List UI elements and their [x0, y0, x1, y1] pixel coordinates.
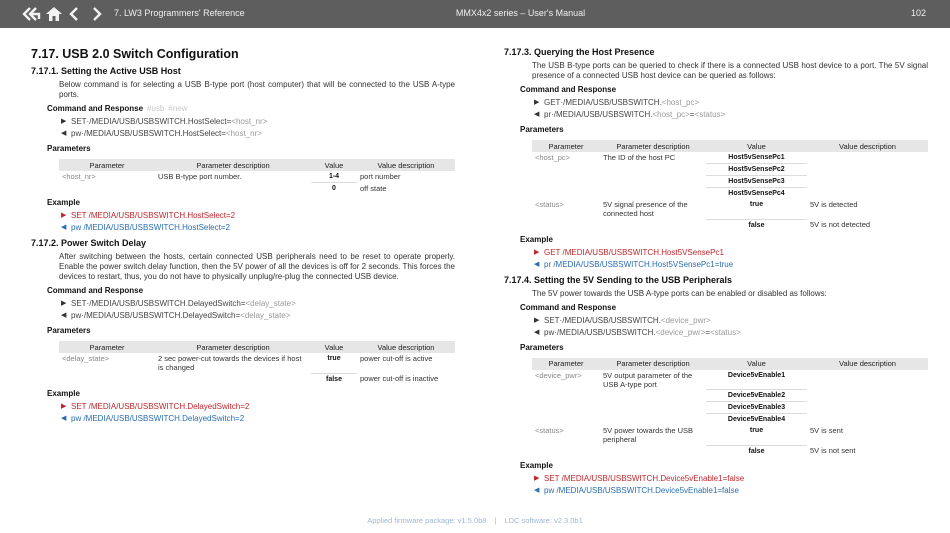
receive-arrow-icon: ◀: [61, 414, 67, 422]
table-header: Parameter Parameter description Value Value description: [532, 358, 928, 370]
receive-arrow-icon: ◀: [534, 111, 540, 118]
paragraph: After switching between the hosts, certain connected USB peripherals need to be reset to operate properly. Enable the power switch delay function, then the 5V power of all the devices is off for 2 seconds. This forces the devices to restart, thus, you do not have to physically unplug/re-plug the connected USB device.: [59, 252, 455, 281]
command-response-label: Command and Response: [47, 286, 144, 295]
example-response: ◀ pw /MEDIA/USB/USBSWITCH.HostSelect=2: [61, 223, 230, 232]
table-row: <status> 5V power towards the USB peripheral true 5V is sent: [535, 426, 843, 444]
example-label: Example: [520, 234, 553, 244]
response-line: ◀ pw·/MEDIA/USB/USBSWITCH.DelayedSwitch=<delay_state>: [61, 311, 291, 320]
parameters-label: Parameters: [47, 144, 91, 153]
parameters-table: [59, 341, 455, 385]
tag-new: #new: [168, 104, 188, 113]
table-row: <host_pc> The ID of the host PC Host5vSensePc1: [532, 152, 928, 164]
example-command: ▶ SET /MEDIA/USB/USBSWITCH.HostSelect=2: [61, 211, 236, 220]
receive-arrow-icon: ◀: [534, 328, 540, 336]
table-row: false 5V is not sent: [748, 446, 856, 455]
manual-title: MMX4x2 series – User's Manual: [455, 8, 586, 18]
send-arrow-icon: ▶: [61, 118, 67, 125]
table-header: [59, 159, 455, 171]
table-row: false 5V is not detected: [748, 220, 871, 229]
firmware-version: Applied firmware package: v1.5.0b8: [367, 516, 487, 525]
example-label: Example: [47, 388, 80, 398]
paragraph: The 5V power towards the USB A-type ports can be enabled or disabled as follows:: [532, 288, 827, 298]
example-label: Example: [520, 460, 553, 470]
table-row: <delay_state> 2 sec power-cut towards the devices if host is changed true power cut-off is active: [62, 354, 433, 372]
example-command: ▶ SET /MEDIA/USB/USBSWITCH.DelayedSwitch=2: [61, 401, 250, 411]
receive-arrow-icon: ◀: [534, 260, 540, 268]
col-header: Value description: [357, 159, 455, 171]
prev-icon[interactable]: [66, 5, 88, 23]
col-header: Parameter: [59, 159, 155, 171]
paragraph: The USB B-type ports can be queried to check if there is a connected USB host device to a port. The 5V signal presence of a connected USB host device can be queried as follows:: [532, 61, 928, 80]
top-bar: [0, 0, 950, 28]
send-arrow-icon: ▶: [534, 474, 540, 482]
left-column: [31, 46, 455, 425]
paragraph: Below command is for selecting a USB B-type port (host computer) that will be connected to the USB A-type ports.: [59, 80, 455, 99]
subsection-heading: 7.17.2. Power Switch Delay: [31, 238, 147, 248]
home-icon[interactable]: [44, 5, 66, 23]
parameters-label: Parameters: [520, 125, 564, 134]
send-arrow-icon: ▶: [534, 99, 540, 106]
footer: [0, 516, 950, 525]
parameters-table: [59, 159, 455, 194]
command-line: ▶ SET·/MEDIA/USB/USBSWITCH.HostSelect=<host_nr>: [61, 117, 268, 126]
receive-arrow-icon: ◀: [534, 486, 540, 494]
command-response-label: Command and Response #usb #new: [47, 104, 188, 113]
back-all-icon[interactable]: [22, 5, 44, 23]
table-row: Device5vEnable4: [727, 416, 786, 423]
parameters-table: [532, 140, 928, 231]
send-arrow-icon: ▶: [61, 300, 67, 307]
response-line: ◀ pr·/MEDIA/USB/USBSWITCH.<host_pc>=<status>: [534, 110, 726, 119]
subsection-heading: 7.17.4. Setting the 5V Sending to the USB Peripherals: [504, 274, 733, 285]
nav-buttons: [22, 5, 110, 23]
example-response: ◀ pw /MEDIA/USB/USBSWITCH.DelayedSwitch=2: [61, 413, 245, 423]
table-row: Host5vSensePc4: [728, 190, 785, 197]
example-label: Example: [47, 198, 80, 207]
page-number: 102: [910, 8, 926, 18]
table-header: Parameter Parameter description Value Value description: [59, 341, 455, 353]
tag-usb: #usb: [147, 104, 165, 113]
response-line: ◀ pw·/MEDIA/USB/USBSWITCH.HostSelect=<host_nr>: [61, 129, 262, 138]
right-column: [504, 46, 928, 497]
example-response: ◀ pr /MEDIA/USB/USBSWITCH.Host5VSensePc1=true: [534, 259, 734, 269]
command-line: ▶ SET·/MEDIA/USB/USBSWITCH.<device_pwr>: [534, 315, 711, 325]
send-arrow-icon: ▶: [61, 402, 67, 410]
example-command: ▶ SET /MEDIA/USB/USBSWITCH.Device5vEnable1=false: [534, 473, 745, 483]
parameters-label: Parameters: [47, 326, 91, 335]
receive-arrow-icon: ◀: [61, 130, 67, 137]
command-response-label: Command and Response: [520, 302, 617, 312]
command-response-label: Command and Response: [520, 85, 617, 94]
parameters-table: [532, 358, 928, 457]
receive-arrow-icon: ◀: [61, 312, 67, 319]
subsection-heading: 7.17.1. Setting the Active USB Host: [31, 66, 181, 76]
table-row: false power cut-off is inactive: [326, 374, 439, 383]
table-row: <status> 5V signal presence of the connected host true 5V is detected: [535, 200, 858, 218]
table-row: Device5vEnable2: [532, 390, 928, 402]
col-header: Parameter description: [155, 159, 311, 171]
receive-arrow-icon: ◀: [61, 224, 67, 231]
chapter-title: 7. LW3 Programmers' Reference: [114, 8, 245, 18]
footer-separator: |: [494, 516, 497, 525]
send-arrow-icon: ▶: [534, 316, 540, 324]
subsection-heading: 7.17.3. Querying the Host Presence: [504, 47, 655, 57]
command-line: ▶ GET·/MEDIA/USB/USBSWITCH.<host_pc>: [534, 98, 700, 107]
parameters-label: Parameters: [520, 342, 564, 352]
col-header: Value: [311, 159, 357, 171]
example-response: ◀ pw /MEDIA/USB/USBSWITCH.Device5vEnable1=false: [534, 485, 739, 495]
table-row: Host5vSensePc3: [532, 176, 928, 188]
table-row: 0 off state: [332, 183, 387, 193]
response-line: ◀ pw·/MEDIA/USB/USBSWITCH.<device_pwr>=<status>: [534, 327, 741, 337]
section-heading: 7.17. USB 2.0 Switch Configuration: [31, 47, 239, 61]
send-arrow-icon: ▶: [534, 248, 540, 256]
table-header: Parameter Parameter description Value Value description: [532, 140, 928, 152]
command-line: ▶ SET·/MEDIA/USB/USBSWITCH.DelayedSwitch=<delay_state>: [61, 299, 296, 308]
software-version: LDC software: v2.3.0b1: [504, 516, 583, 525]
next-icon[interactable]: [88, 5, 110, 23]
table-row: <host_nr> USB B-type port number. 1-4 port number: [62, 172, 401, 181]
table-row: <device_pwr> 5V output parameter of the USB A-type port Device5vEnable1: [532, 370, 928, 390]
send-arrow-icon: ▶: [61, 212, 67, 219]
table-row: Host5vSensePc2: [532, 164, 928, 176]
example-command: ▶ GET /MEDIA/USB/USBSWITCH.Host5VSensePc1: [534, 247, 724, 257]
table-row: Device5vEnable3: [532, 402, 928, 414]
